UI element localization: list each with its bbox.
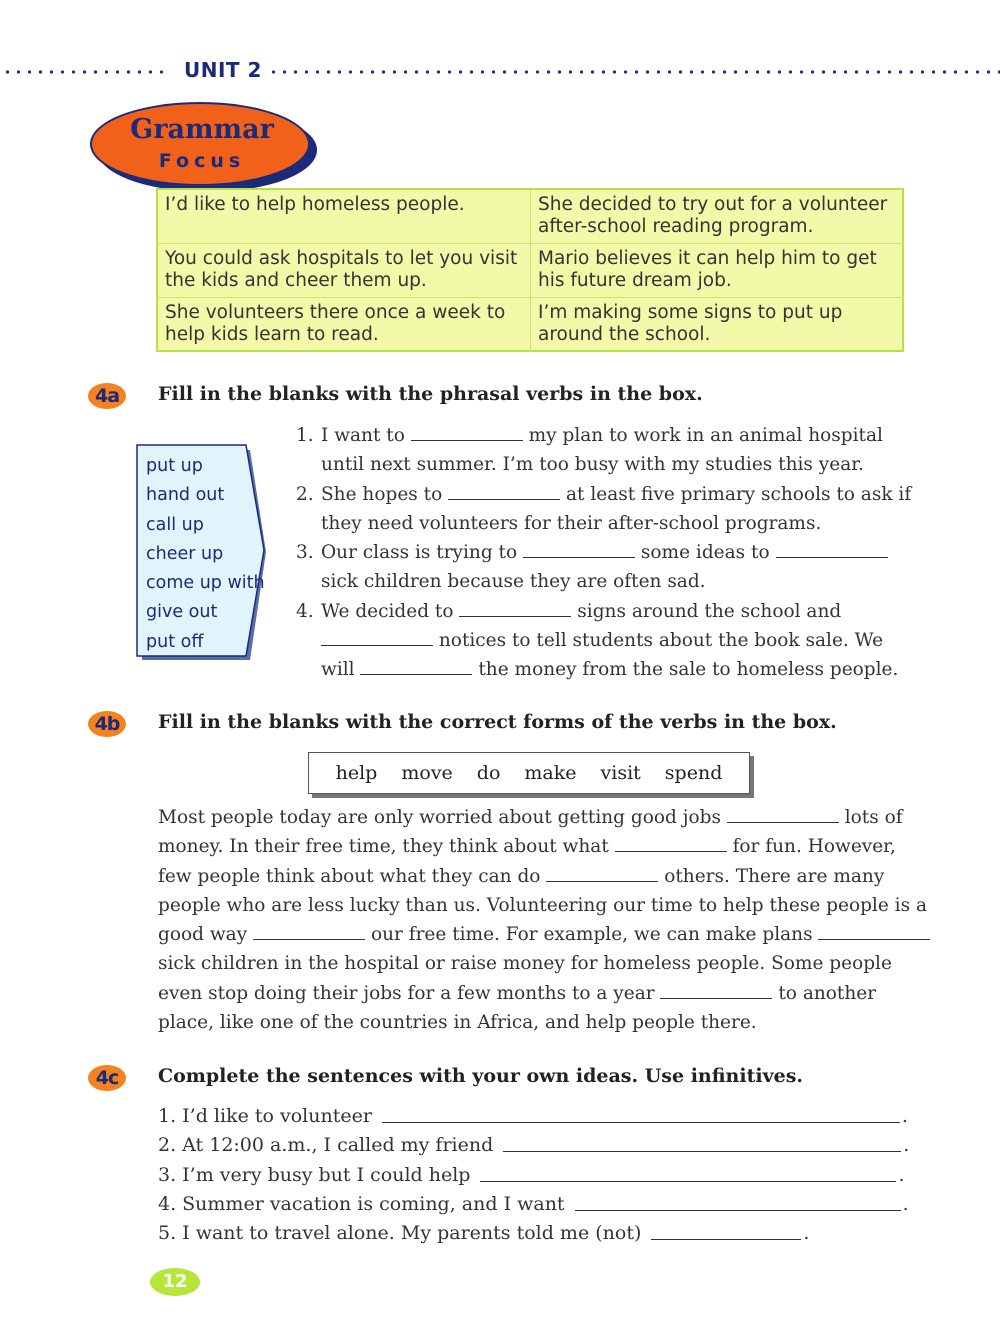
item-text: I want to [321, 425, 405, 446]
grammar-example: I’d like to help homeless people. [158, 190, 531, 244]
sentence-period: . [903, 1134, 910, 1157]
item-number: 3. [296, 542, 314, 564]
grammar-example: She decided to try out for a volunteer after-school reading program. [531, 190, 904, 244]
sentence-prompt: 3. I’m very busy but I could help [158, 1163, 471, 1186]
item-text: they need volunteers for their after-school programs. [321, 512, 822, 534]
item-text: Our class is trying to [321, 542, 518, 564]
paragraph-text: good way [158, 924, 248, 946]
item-text: We decided to [321, 600, 454, 622]
item-number: 1. [296, 425, 314, 446]
unit-header [0, 58, 1000, 86]
list-item [296, 480, 911, 539]
answer-line[interactable] [382, 1102, 900, 1123]
answer-blank[interactable] [776, 539, 888, 558]
answer-line[interactable] [480, 1161, 896, 1182]
phrasal-verb-item: hand out [146, 485, 225, 506]
phrasal-verb-item: put up [146, 456, 203, 476]
exercise-4a-badge: 4a [88, 383, 126, 409]
paragraph-text: people who are less lucky than us. Volunteering our time to help these people is a [158, 894, 927, 916]
paragraph-text: sick children in the hospital or raise money for homeless people. Some people [158, 953, 892, 975]
grammar-focus-subtitle: Focus [158, 150, 246, 172]
dotted-rule-right [268, 70, 1000, 74]
phrasal-verb-item: cheer up [146, 543, 224, 564]
exercise-4b-paragraph [158, 803, 930, 1037]
list-item [296, 421, 911, 480]
answer-line[interactable] [503, 1131, 901, 1152]
paragraph-text: lots of [844, 807, 903, 828]
verb-word: move [401, 762, 453, 784]
page-number: 12 [150, 1268, 200, 1296]
list-item [158, 1219, 909, 1248]
paragraph-text: for fun. However, [732, 836, 896, 858]
list-item [296, 597, 911, 685]
item-text: some ideas to [640, 542, 770, 564]
phrasal-verb-box [136, 444, 270, 660]
grammar-example: You could ask hospitals to let you visit the kids and cheer them up. [158, 244, 531, 298]
sentence-period: . [803, 1222, 810, 1245]
item-text: signs around the school and [577, 600, 842, 622]
answer-blank[interactable] [546, 863, 658, 882]
exercise-4c-sentences [158, 1102, 909, 1248]
phrasal-verb-item: give out [146, 602, 218, 623]
grammar-focus-title: Grammar [130, 114, 274, 145]
paragraph-text: few people think about what they can do [158, 865, 541, 887]
item-text: will [321, 659, 355, 681]
verb-word: make [524, 762, 577, 784]
sentence-prompt: 4. Summer vacation is coming, and I want [158, 1192, 565, 1215]
item-text: She hopes to [321, 483, 443, 505]
sentence-prompt: 5. I want to travel alone. My parents told me (not) [158, 1222, 642, 1245]
exercise-4c-badge: 4c [88, 1065, 126, 1091]
sentence-period: . [901, 1105, 908, 1127]
answer-blank[interactable] [818, 921, 930, 940]
grammar-example: Mario believes it can help him to get his future dream job. [531, 244, 904, 298]
phrasal-verb-item: call up [146, 514, 204, 535]
paragraph-text: even stop doing their jobs for a few months to a year [158, 982, 655, 1004]
list-item [158, 1102, 909, 1131]
item-text: the money from the sale to homeless people. [478, 659, 899, 681]
item-text: notices to tell students about the book sale. We [438, 630, 884, 652]
sentence-prompt: 2. At 12:00 a.m., I called my friend [158, 1134, 494, 1157]
dotted-rule-left [2, 70, 170, 74]
answer-blank[interactable] [360, 656, 472, 675]
item-text: sick children because they are often sad. [321, 571, 706, 593]
exercise-4c-instruction: Complete the sentences with your own ideas. Use infinitives. [158, 1065, 804, 1087]
grammar-focus-badge [90, 102, 310, 186]
answer-blank[interactable] [660, 980, 772, 999]
grammar-example: She volunteers there once a week to help kids learn to read. [158, 298, 531, 352]
answer-blank[interactable] [727, 804, 839, 823]
grammar-focus-table [156, 188, 904, 352]
phrasal-verb-item: come up with [146, 573, 265, 594]
paragraph-text: our free time. For example, we can make plans [370, 924, 813, 946]
sentence-period: . [902, 1192, 909, 1215]
list-item [158, 1131, 909, 1160]
answer-line[interactable] [651, 1219, 801, 1240]
verb-word-box [308, 752, 750, 794]
item-number: 4. [296, 600, 314, 622]
answer-blank[interactable] [448, 481, 560, 500]
answer-blank[interactable] [459, 598, 571, 617]
unit-label: UNIT 2 [184, 58, 262, 82]
answer-blank[interactable] [615, 833, 727, 852]
exercise-4a-instruction: Fill in the blanks with the phrasal verbs in the box. [158, 383, 703, 405]
verb-word: spend [664, 762, 723, 784]
grammar-example: I’m making some signs to put up around the school. [538, 302, 843, 345]
paragraph-text: money. In their free time, they think about what [158, 836, 609, 858]
exercise-4b-badge: 4b [88, 711, 126, 737]
paragraph-text: to another [778, 982, 877, 1004]
phrasal-verb-item: put off [146, 631, 204, 652]
answer-line[interactable] [575, 1190, 901, 1211]
exercise-4a-items [296, 421, 911, 685]
paragraph-text: place, like one of the countries in Africa, and help people there. [158, 1012, 757, 1034]
sentence-prompt: 1. I’d like to volunteer [158, 1105, 372, 1127]
list-item [158, 1161, 909, 1190]
paragraph-text: others. There are many [664, 865, 885, 887]
answer-blank[interactable] [523, 539, 635, 558]
item-text: until next summer. I’m too busy with my studies this year. [321, 454, 864, 476]
item-text: at least five primary schools to ask if [566, 483, 912, 505]
answer-blank[interactable] [253, 921, 365, 940]
exercise-4b-instruction: Fill in the blanks with the correct forms of the verbs in the box. [158, 711, 837, 733]
list-item [296, 538, 911, 597]
item-number: 2. [296, 483, 314, 505]
paragraph-text: Most people today are only worried about getting good jobs [158, 807, 721, 828]
answer-blank[interactable] [321, 627, 433, 646]
list-item [158, 1190, 909, 1219]
sentence-period: . [898, 1163, 905, 1186]
verb-word: visit [600, 762, 641, 784]
verb-word: do [476, 762, 501, 784]
item-text: my plan to work in an animal hospital [528, 425, 883, 446]
answer-blank[interactable] [411, 422, 523, 441]
verb-word: help [335, 762, 378, 784]
